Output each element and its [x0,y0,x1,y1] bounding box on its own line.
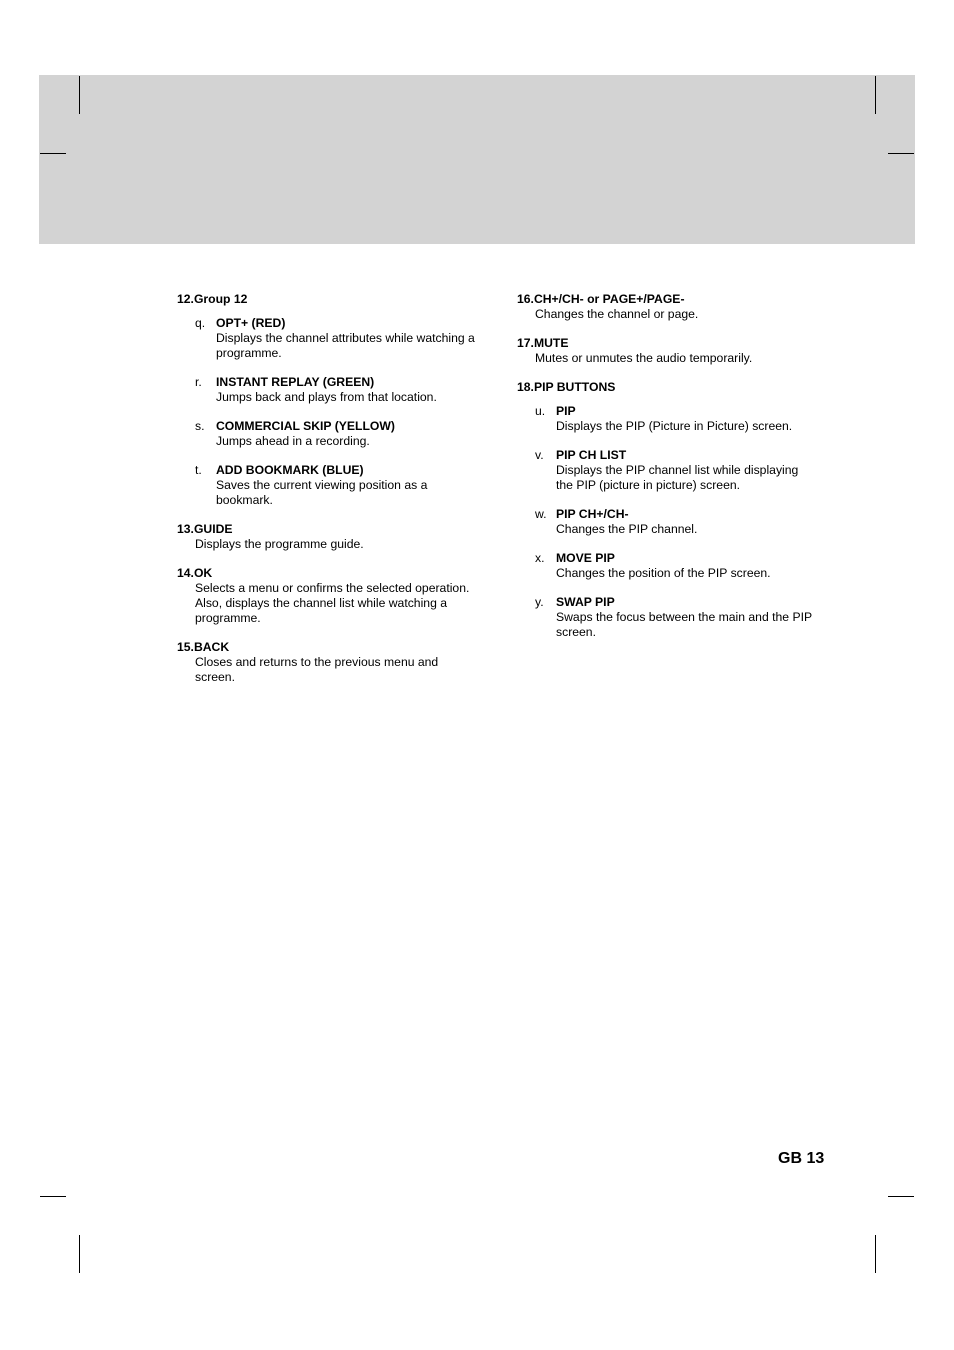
item-desc: Changes the position of the PIP screen. [556,566,771,580]
item-title: INSTANT REPLAY (GREEN) [216,375,375,389]
section-ch-page [517,292,817,322]
item-title: MOVE PIP [556,551,615,565]
item-title: PIP [556,404,576,418]
list-item [177,375,477,405]
section-title: 17.MUTE [517,336,569,350]
crop-mark [888,153,914,154]
list-item [177,316,477,361]
section-title: 14.OK [177,566,213,580]
section-pip-buttons [517,380,817,640]
section-desc: Displays the programme guide. [195,537,364,551]
item-desc: Saves the current viewing position as a bookmark. [216,478,428,507]
list-item [177,419,477,449]
item-desc: Jumps ahead in a recording. [216,434,370,448]
item-title: COMMERCIAL SKIP (YELLOW) [216,419,395,433]
section-title: 13.GUIDE [177,522,233,536]
left-column [177,292,477,699]
list-item [517,507,817,537]
item-title: ADD BOOKMARK (BLUE) [216,463,364,477]
item-letter: q. [195,316,206,330]
section-desc: Changes the channel or page. [535,307,699,321]
crop-mark [40,1196,66,1197]
crop-mark [79,1235,80,1273]
section-title: 16.CH+/CH- or PAGE+/PAGE- [517,292,685,306]
item-title: PIP CH+/CH- [556,507,629,521]
section-ok [177,566,477,626]
item-desc: Displays the PIP channel list while displaying the PIP (picture in picture) screen. [556,463,799,492]
section-desc: Selects a menu or confirms the selected operation. Also, displays the channel list while watching a programme. [195,581,470,625]
crop-mark [79,76,80,114]
crop-mark [888,1196,914,1197]
item-letter: u. [535,404,546,418]
section-title: 12.Group 12 [177,292,248,306]
item-title: PIP CH LIST [556,448,627,462]
item-letter: s. [195,419,205,433]
item-letter: w. [535,507,547,521]
list-item [517,595,817,640]
item-letter: t. [195,463,202,477]
section-title: 18.PIP BUTTONS [517,380,616,394]
item-letter: y. [535,595,544,609]
item-desc: Displays the channel attributes while watching a programme. [216,331,475,360]
crop-mark [875,76,876,114]
section-desc: Closes and returns to the previous menu and screen. [195,655,439,684]
item-title: OPT+ (RED) [216,316,286,330]
list-item [517,551,817,581]
list-item [517,448,817,493]
item-letter: x. [535,551,545,565]
button-list [177,316,477,508]
header-band [39,75,915,244]
section-mute [517,336,817,366]
section-title: 15.BACK [177,640,230,654]
page-number: GB 13 [778,1150,825,1167]
section-guide [177,522,477,552]
section-back [177,640,477,685]
item-desc: Changes the PIP channel. [556,522,698,536]
section-group-12 [177,292,477,508]
item-desc: Displays the PIP (Picture in Picture) screen. [556,419,793,433]
item-letter: r. [195,375,202,389]
right-column [517,292,817,654]
crop-mark [40,153,66,154]
item-desc: Jumps back and plays from that location. [216,390,437,404]
item-title: SWAP PIP [556,595,615,609]
button-list [517,404,817,640]
item-letter: v. [535,448,544,462]
item-desc: Swaps the focus between the main and the PIP screen. [556,610,812,639]
list-item [177,463,477,508]
list-item [517,404,817,434]
section-desc: Mutes or unmutes the audio temporarily. [535,351,753,365]
crop-mark [875,1235,876,1273]
